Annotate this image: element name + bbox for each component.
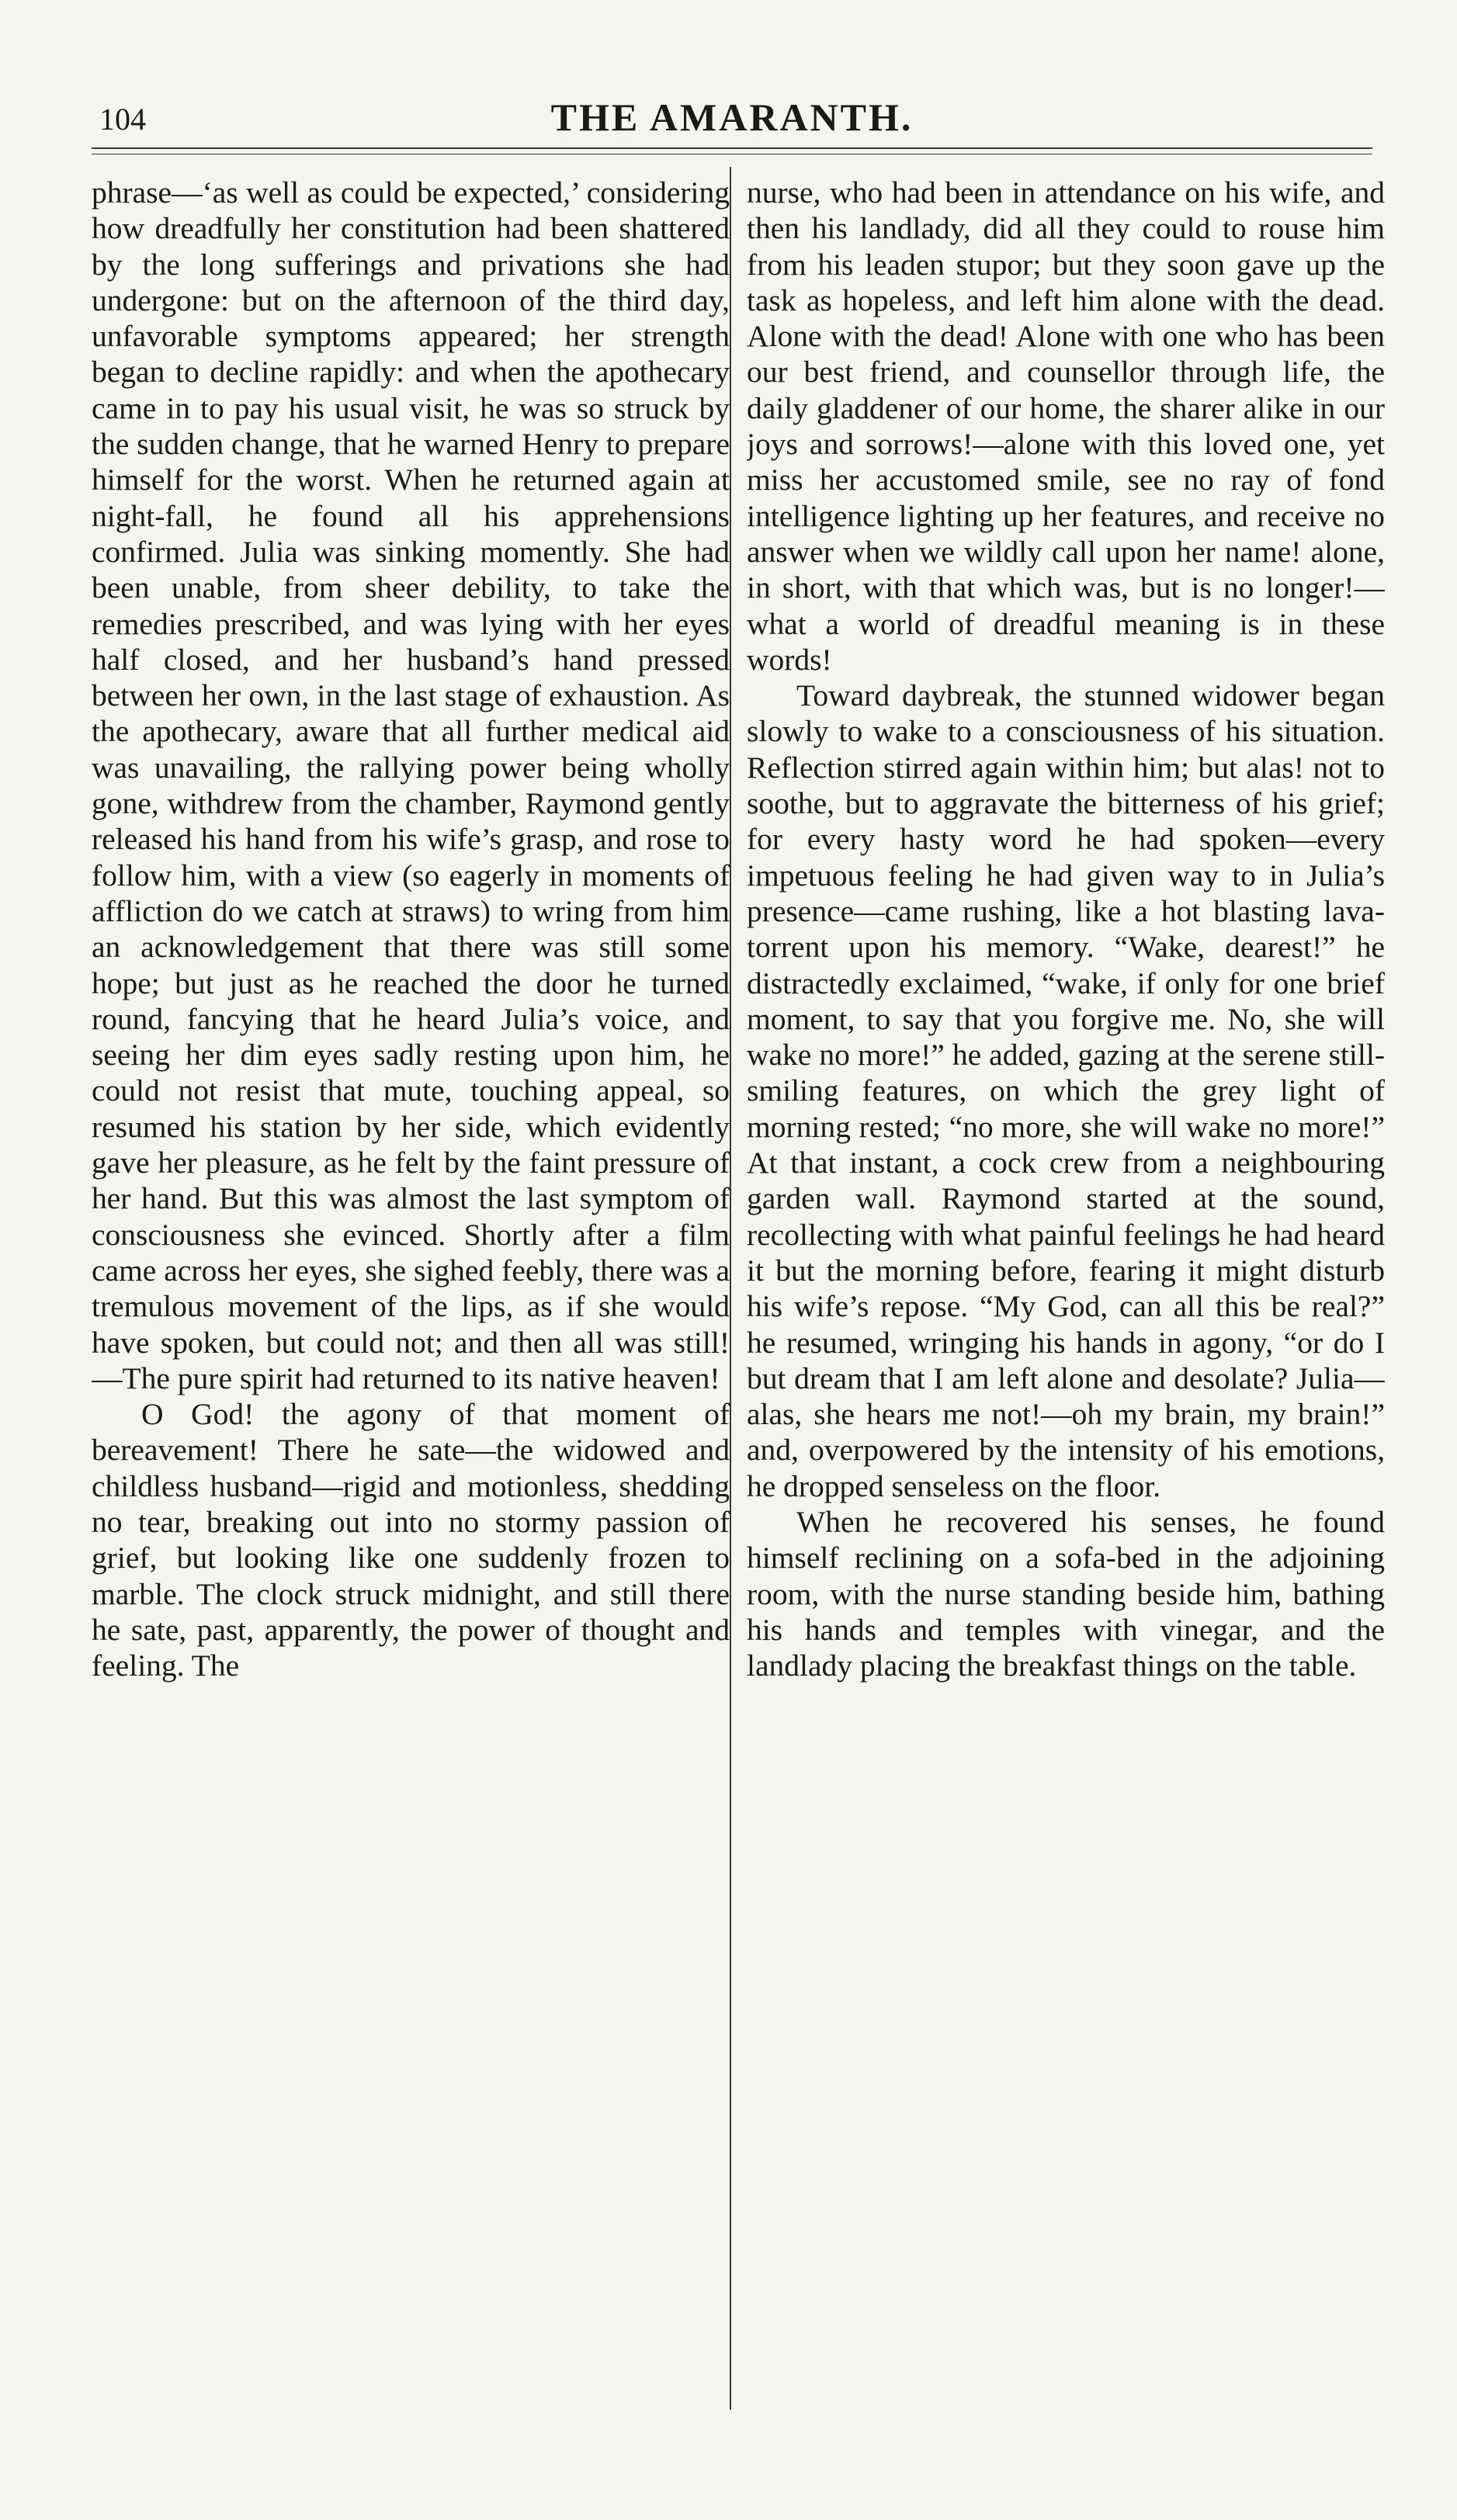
- running-title: THE AMARANTH.: [550, 95, 914, 139]
- paragraph: phrase—‘as well as could be expected,’ considering how dreadfully her constitution had been shattered by the long sufferings and privations she had undergone: but on the afternoon of the third day, unfavorable symptoms appeared; her strength began to decline rapidly: and when the apothecary came in to pay his usual visit, he was so struck by the sudden change, that he warned Henry to prepare himself for the worst. When he returned again at night-fall, he found all his apprehensions confirmed. Julia was sinking momently. She had been unable, from sheer debility, to take the remedies prescribed, and was lying with her eyes half closed, and her husband’s hand pressed between her own, in the last stage of exhaustion. As the apothecary, aware that all further medical aid was unavailing, the rallying power being wholly gone, withdrew from the chamber, Raymond gently released his hand from his wife’s grasp, and rose to follow him, with a view (so eagerly in moments of affliction do we catch at straws) to wring from him an acknowledgement that there was still some hope; but just as he reached the door he turned round, fancying that he heard Julia’s voice, and seeing her dim eyes sadly resting upon him, he could not resist that mute, touching appeal, so resumed his station by her side, which evidently gave her pleasure, as he felt by the faint pressure of her hand. But this was almost the last symptom of consciousness she evinced. Shortly after a film came across her eyes, she sighed feebly, there was a tremulous movement of the lips, as if she would have spoken, but could not; and then all was still!—The pure spirit had returned to its native heaven!: [92, 175, 730, 1395]
- header-rule: [92, 147, 1372, 149]
- right-column: [747, 175, 1385, 2441]
- column-divider: [730, 167, 731, 2410]
- left-column: [92, 175, 730, 2441]
- paragraph: Toward daybreak, the stunned widower began slowly to wake to a consciousness of his situation. Reflection stirred again within him; but alas! not to soothe, but to aggravate the bitterness of his grief; for every hasty word he had spoken—every impetuous feeling he had given way to in Julia’s presence—came rushing, like a hot blasting lava-torrent upon his memory. “Wake, dearest!” he distractedly exclaimed, “wake, if only for one brief moment, to say that you forgive me. No, she will wake no more!” he added, gazing at the serene still-smiling features, on which the grey light of morning rested; “no more, she will wake no more!” At that instant, a cock crew from a neighbouring garden wall. Raymond started at the sound, recollecting with what painful feelings he had heard it but the morning before, fearing it might disturb his wife’s repose. “My God, can all this be real?” he resumed, wringing his hands in agony, “or do I but dream that I am left alone and desolate? Julia—alas, she hears me not!—oh my brain, my brain!” and, overpowered by the intensity of his emotions, he dropped senseless on the floor.: [747, 678, 1385, 1503]
- page-number: 104: [99, 102, 146, 137]
- paragraph: When he recovered his senses, he found himself reclining on a sofa-bed in the adjoining room, with the nurse standing beside him, bathing his hands and temples with vinegar, and the landlady placing the breakfast things on the table.: [747, 1504, 1385, 1683]
- page-header: [92, 84, 1372, 138]
- paragraph: O God! the agony of that moment of bereavement! There he sate—the widowed and childless husband—rigid and motionless, shedding no tear, breaking out into no stormy passion of grief, but looking like one suddenly frozen to marble. The clock struck midnight, and still there he sate, past, apparently, the power of thought and feeling. The: [92, 1397, 730, 1683]
- paragraph: nurse, who had been in attendance on his wife, and then his landlady, did all they could to rouse him from his leaden stupor; but they soon gave up the task as hopeless, and left him alone with the dead. Alone with the dead! Alone with one who has been our best friend, and counsellor through life, the daily gladdener of our home, the sharer alike in our joys and sorrows!—alone with this loved one, yet miss her accustomed smile, see no ray of fond intelligence lighting up her features, and receive no answer when we wildly call upon her name! alone, in short, with that which was, but is no longer!—what a world of dreadful meaning is in these words!: [747, 175, 1385, 677]
